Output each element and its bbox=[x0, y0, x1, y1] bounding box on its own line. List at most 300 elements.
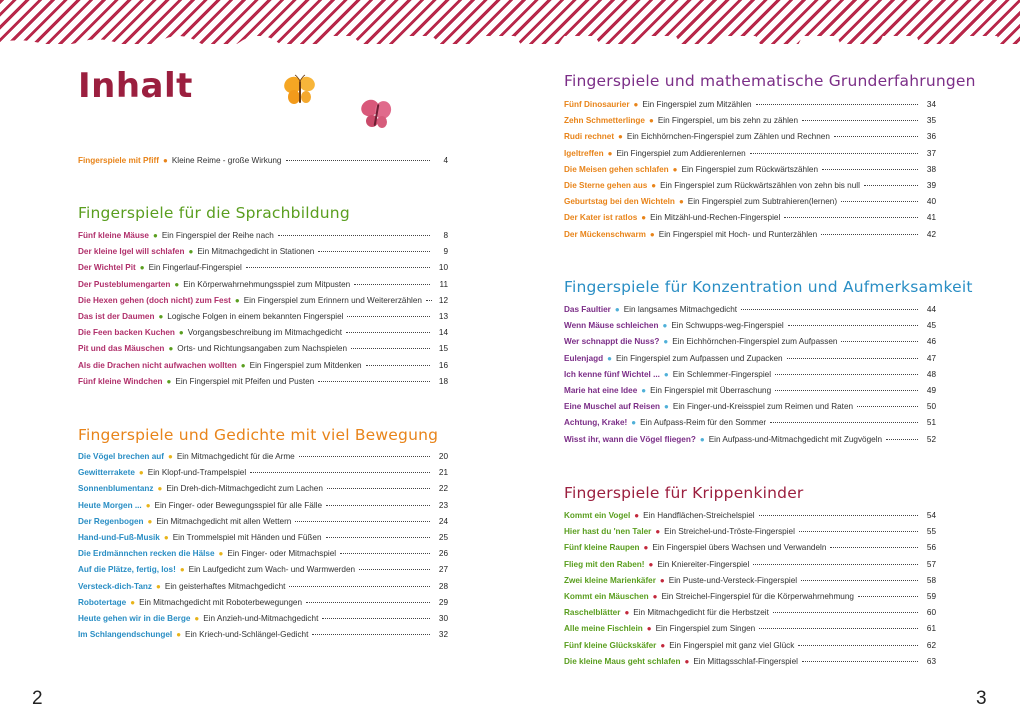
dot-leader bbox=[802, 661, 918, 662]
entry-page: 40 bbox=[926, 197, 936, 207]
entry-page: 59 bbox=[926, 591, 936, 601]
toc-entry[interactable] bbox=[564, 418, 936, 434]
entry-subtitle: Ein Aufpass-und-Mitmachgedicht mit Zugvögeln bbox=[708, 434, 883, 444]
section-list bbox=[564, 305, 936, 451]
dot-leader bbox=[286, 160, 431, 161]
bullet-dot: ● bbox=[624, 608, 630, 618]
bullet-dot: ● bbox=[240, 360, 246, 370]
entry-page: 56 bbox=[926, 543, 936, 553]
bullet-dot: ● bbox=[651, 180, 657, 190]
entry-subtitle: Ein Streichel-und-Tröste-Fingerspiel bbox=[664, 527, 795, 537]
dot-leader bbox=[801, 580, 918, 581]
entry-title: Fünf kleine Raupen bbox=[564, 543, 640, 553]
dot-leader bbox=[250, 472, 430, 473]
toc-entry[interactable] bbox=[564, 435, 936, 451]
dot-leader bbox=[802, 120, 918, 121]
entry-subtitle: Ein Aufpass-Reim für den Sommer bbox=[640, 418, 767, 428]
bullet-dot: ● bbox=[684, 656, 690, 666]
toc-entry[interactable] bbox=[564, 657, 936, 673]
toc-entry[interactable] bbox=[564, 560, 936, 576]
entry-title: Zwei kleine Marienkäfer bbox=[564, 575, 656, 585]
bullet-dot: ● bbox=[646, 624, 652, 634]
toc-entry[interactable] bbox=[78, 361, 448, 377]
entry-page: 46 bbox=[926, 337, 936, 347]
bullet-dot: ● bbox=[234, 295, 240, 305]
entry-subtitle: Ein Fingerspiel zum Erinnern und Weitererzählen bbox=[243, 295, 422, 305]
entry-subtitle: Ein Mittagsschlaf-Fingerspiel bbox=[693, 656, 798, 666]
toc-entry[interactable] bbox=[78, 484, 448, 500]
entry-title: Wer schnappt die Nuss? bbox=[564, 337, 660, 347]
entry-page: 10 bbox=[438, 263, 448, 273]
entry-subtitle: Ein Mitmachgedicht mit allen Wettern bbox=[156, 516, 292, 526]
entry-page: 41 bbox=[926, 213, 936, 223]
bullet-dot: ● bbox=[607, 353, 612, 363]
toc-entry[interactable] bbox=[78, 312, 448, 328]
dot-leader bbox=[354, 284, 430, 285]
bullet-dot: ● bbox=[641, 385, 647, 395]
entry-page: 47 bbox=[926, 353, 936, 363]
entry-subtitle: Ein Streichel-Fingerspiel für die Körperwahrnehmung bbox=[661, 591, 854, 601]
entry-title: Die Meisen gehen schlafen bbox=[564, 164, 669, 174]
entry-title: Igeltreffen bbox=[564, 148, 604, 158]
entry-subtitle: Ein Fingerspiel mit Hoch- und Runterzählen bbox=[658, 229, 818, 239]
dot-leader bbox=[366, 365, 430, 366]
entry-subtitle: Orts- und Richtungsangaben zum Nachspielen bbox=[177, 344, 348, 354]
entry-page: 15 bbox=[438, 344, 448, 354]
entry-title: Sonnenblumentanz bbox=[78, 484, 154, 494]
entry-subtitle: Ein Fingerspiel der Reihe nach bbox=[161, 231, 274, 240]
entry-subtitle: Ein Fingerspiel mit Pfeifen und Pusten bbox=[175, 376, 315, 386]
entry-subtitle: Ein Finger- oder Bewegungsspiel für alle Fälle bbox=[154, 500, 323, 510]
toc-entry[interactable] bbox=[78, 517, 448, 533]
entry-page: 39 bbox=[926, 180, 936, 190]
toc-entry[interactable] bbox=[564, 197, 936, 213]
toc-entry[interactable] bbox=[78, 263, 448, 279]
entry-subtitle: Ein Fingerspiel zum Rückwärtszählen bbox=[681, 164, 819, 174]
entry-title: Das Faultier bbox=[564, 305, 611, 314]
entry-title: Gewitterrakete bbox=[78, 468, 135, 478]
toc-entry[interactable] bbox=[78, 280, 448, 296]
bullet-dot: ● bbox=[168, 344, 174, 354]
toc-entry[interactable] bbox=[564, 624, 936, 640]
dot-leader bbox=[318, 251, 430, 252]
toc-entry[interactable] bbox=[564, 116, 936, 132]
entry-page: 12 bbox=[438, 295, 448, 305]
entry-title: Die Vögel brechen auf bbox=[78, 452, 164, 461]
entry-page: 4 bbox=[443, 156, 448, 165]
dot-leader bbox=[773, 612, 918, 613]
section-heading: Fingerspiele für Krippenkinder bbox=[564, 484, 804, 502]
bullet-dot: ● bbox=[699, 434, 705, 444]
entry-title: Fünf kleine Glückskäfer bbox=[564, 640, 657, 650]
entry-subtitle: Ein Fingerspiel zum Addierenlernen bbox=[616, 148, 746, 158]
bullet-dot: ● bbox=[648, 559, 654, 569]
pink-butterfly-icon bbox=[358, 96, 394, 132]
entry-subtitle: Ein Eichhörnchen-Fingerspiel zum Zählen und Rechnen bbox=[626, 132, 830, 142]
toc-entry[interactable] bbox=[564, 149, 936, 165]
entry-subtitle: Ein Körperwahrnehmungsspiel zum Mitpusten bbox=[183, 279, 351, 289]
entry-subtitle: Ein Kriech-und-Schlängel-Gedicht bbox=[185, 630, 309, 640]
dot-leader bbox=[784, 217, 918, 218]
bullet-dot: ● bbox=[156, 581, 161, 591]
entry-subtitle: Ein Fingerlauf-Fingerspiel bbox=[148, 263, 242, 273]
toc-entry[interactable] bbox=[78, 247, 448, 263]
dot-leader bbox=[278, 235, 430, 236]
entry-page: 14 bbox=[438, 328, 448, 338]
toc-entry[interactable] bbox=[78, 231, 448, 247]
entry-title: Fingerspiele mit Pfiff bbox=[78, 156, 159, 165]
dot-leader bbox=[841, 341, 918, 342]
entry-title: Pit und das Mäuschen bbox=[78, 344, 165, 354]
entry-page: 49 bbox=[926, 385, 936, 395]
toc-entry[interactable] bbox=[564, 321, 936, 337]
page-number-left: 2 bbox=[32, 688, 43, 709]
entry-page: 61 bbox=[926, 624, 936, 634]
entry-page: 62 bbox=[926, 640, 936, 650]
entry-subtitle: Ein Eichhörnchen-Fingerspiel zum Aufpassen bbox=[672, 337, 838, 347]
toc-entry[interactable] bbox=[564, 543, 936, 559]
dot-leader bbox=[759, 628, 918, 629]
dot-leader bbox=[322, 618, 430, 619]
entry-title: Ich kenne fünf Wichtel ... bbox=[564, 369, 660, 379]
dot-leader bbox=[864, 185, 918, 186]
entry-subtitle: Ein Mitmachgedicht in Stationen bbox=[197, 247, 315, 257]
entry-subtitle: Ein Fingerspiel zum Rückwärtszählen von zehn bis null bbox=[660, 180, 860, 190]
entry-subtitle: Ein Anzieh-und-Mitmachgedicht bbox=[203, 613, 319, 623]
entry-title: Wenn Mäuse schleichen bbox=[564, 321, 659, 331]
dot-leader bbox=[821, 234, 918, 235]
bullet-dot: ● bbox=[649, 229, 655, 239]
bullet-dot: ● bbox=[178, 328, 184, 338]
dot-leader bbox=[741, 309, 918, 310]
entry-subtitle: Ein Puste-und-Versteck-Fingerspiel bbox=[668, 575, 798, 585]
dot-leader bbox=[246, 267, 430, 268]
section-heading: Fingerspiele und Gedichte mit viel Bewegung bbox=[78, 426, 439, 444]
entry-title: Geburtstag bei den Wichteln bbox=[564, 197, 675, 207]
entry-subtitle: Ein Mitmachgedicht für die Arme bbox=[176, 452, 295, 461]
bullet-dot: ● bbox=[147, 516, 153, 526]
toc-entry[interactable] bbox=[78, 377, 448, 393]
entry-title: Die Erdmännchen recken die Hälse bbox=[78, 549, 215, 559]
entry-page: 44 bbox=[926, 305, 936, 314]
toc-entry[interactable] bbox=[564, 132, 936, 148]
entry-page: 13 bbox=[438, 311, 448, 321]
dot-leader bbox=[753, 564, 918, 565]
entry-page: 20 bbox=[438, 452, 448, 461]
entry-subtitle: Ein Fingerspiel zum Mitzählen bbox=[642, 100, 752, 109]
entry-subtitle: Ein Fingerspiel zum Aufpassen und Zupacken bbox=[615, 353, 783, 363]
entry-page: 55 bbox=[926, 527, 936, 537]
dot-leader bbox=[351, 348, 430, 349]
bullet-dot: ● bbox=[663, 337, 669, 347]
entry-page: 29 bbox=[438, 597, 448, 607]
entry-subtitle: Logische Folgen in einem bekannten Fingerspiel bbox=[167, 311, 344, 321]
entry-page: 9 bbox=[443, 247, 448, 257]
bullet-dot: ● bbox=[166, 376, 172, 386]
entry-page: 18 bbox=[438, 376, 448, 386]
toc-entry[interactable] bbox=[564, 181, 936, 197]
dot-leader bbox=[326, 505, 430, 506]
entry-page: 35 bbox=[926, 116, 936, 126]
entry-page: 42 bbox=[926, 229, 936, 239]
section-heading: Fingerspiele für die Sprachbildung bbox=[78, 204, 350, 222]
entry-subtitle: Ein Finger-und-Kreisspiel zum Reimen und Raten bbox=[672, 402, 854, 412]
right-page bbox=[510, 0, 1020, 722]
dot-leader bbox=[306, 602, 430, 603]
bullet-dot: ● bbox=[634, 511, 640, 520]
toc-entry[interactable] bbox=[78, 296, 448, 312]
entry-page: 52 bbox=[926, 434, 936, 444]
bullet-dot: ● bbox=[130, 597, 136, 607]
entry-subtitle: Ein geisterhaftes Mitmachgedicht bbox=[164, 581, 286, 591]
entry-title: Das ist der Daumen bbox=[78, 311, 155, 321]
toc-entry[interactable] bbox=[78, 582, 448, 598]
bullet-dot: ● bbox=[174, 279, 180, 289]
entry-page: 28 bbox=[438, 581, 448, 591]
entry-subtitle: Ein Mitzähl-und-Rechen-Fingerspiel bbox=[650, 213, 781, 223]
dot-leader bbox=[312, 634, 430, 635]
entry-title: Heute Morgen ... bbox=[78, 500, 142, 510]
orange-butterfly-icon bbox=[282, 74, 318, 108]
dot-leader bbox=[798, 645, 918, 646]
bullet-dot: ● bbox=[659, 575, 665, 585]
dot-leader bbox=[834, 136, 918, 137]
entry-subtitle: Ein Laufgedicht zum Wach- und Warmwerden bbox=[188, 565, 356, 575]
dot-leader bbox=[347, 316, 430, 317]
entry-subtitle: Ein Fingerspiel mit Überraschung bbox=[650, 385, 772, 395]
dot-leader bbox=[756, 104, 918, 105]
dot-leader bbox=[759, 515, 918, 516]
dot-leader bbox=[340, 553, 430, 554]
entry-subtitle: Ein Fingerspiel übers Wachsen und Verwandeln bbox=[652, 543, 827, 553]
dot-leader bbox=[750, 153, 918, 154]
bullet-dot: ● bbox=[662, 321, 668, 331]
bullet-dot: ● bbox=[145, 500, 151, 510]
dot-leader bbox=[770, 422, 918, 423]
entry-title: Flieg mit den Raben! bbox=[564, 559, 645, 569]
dot-leader bbox=[787, 358, 918, 359]
bullet-dot: ● bbox=[152, 231, 158, 240]
bullet-dot: ● bbox=[218, 549, 224, 559]
entry-subtitle: Ein Fingerspiel mit ganz viel Glück bbox=[669, 640, 795, 650]
bullet-dot: ● bbox=[138, 468, 144, 478]
entry-title: Rudi rechnet bbox=[564, 132, 615, 142]
entry-page: 27 bbox=[438, 565, 448, 575]
entry-page: 48 bbox=[926, 369, 936, 379]
bullet-dot: ● bbox=[652, 591, 658, 601]
bullet-dot: ● bbox=[678, 197, 684, 207]
dot-leader bbox=[858, 596, 918, 597]
toc-entry[interactable] bbox=[78, 468, 448, 484]
entry-title: Kommt ein Mäuschen bbox=[564, 591, 649, 601]
entry-title: Der Pusteblumengarten bbox=[78, 279, 171, 289]
entry-title: Eine Muschel auf Reisen bbox=[564, 402, 661, 412]
entry-subtitle: Ein Finger- oder Mitmachspiel bbox=[227, 549, 337, 559]
dot-leader bbox=[775, 374, 918, 375]
bullet-dot: ● bbox=[641, 213, 647, 223]
dot-leader bbox=[886, 439, 918, 440]
entry-title: Kommt ein Vogel bbox=[564, 511, 631, 520]
entry-page: 36 bbox=[926, 132, 936, 142]
section-list bbox=[564, 100, 936, 246]
entry-title: Die kleine Maus geht schlafen bbox=[564, 656, 681, 666]
entry-page: 45 bbox=[926, 321, 936, 331]
dot-leader bbox=[830, 547, 918, 548]
entry-title: Fünf kleine Windchen bbox=[78, 376, 163, 386]
entry-page: 38 bbox=[926, 164, 936, 174]
entry-title: Fünf kleine Mäuse bbox=[78, 231, 149, 240]
bullet-dot: ● bbox=[168, 452, 173, 461]
bullet-dot: ● bbox=[660, 640, 666, 650]
toc-entry[interactable] bbox=[564, 100, 936, 116]
dot-leader bbox=[359, 569, 430, 570]
bullet-dot: ● bbox=[607, 148, 613, 158]
dot-leader bbox=[318, 381, 430, 382]
entry-page: 50 bbox=[926, 402, 936, 412]
toc-entry[interactable] bbox=[564, 305, 936, 321]
entry-title: Robotertage bbox=[78, 597, 127, 607]
bullet-dot: ● bbox=[664, 402, 669, 412]
bullet-dot: ● bbox=[631, 418, 637, 428]
entry-subtitle: Ein Dreh-dich-Mitmachgedicht zum Lachen bbox=[166, 484, 323, 494]
section-heading: Fingerspiele für Konzentration und Aufmerksamkeit bbox=[564, 278, 973, 296]
entry-subtitle: Ein Trommelspiel mit Händen und Füßen bbox=[172, 532, 322, 542]
bullet-dot: ● bbox=[614, 305, 620, 314]
dot-leader bbox=[841, 201, 918, 202]
toc-entry[interactable] bbox=[564, 354, 936, 370]
bullet-dot: ● bbox=[633, 100, 639, 109]
entry-page: 21 bbox=[438, 468, 448, 478]
entry-page: 25 bbox=[438, 532, 448, 542]
dot-leader bbox=[426, 300, 432, 301]
entry-page: 32 bbox=[438, 630, 448, 640]
toc-entry[interactable] bbox=[564, 527, 936, 543]
toc-entry[interactable] bbox=[564, 386, 936, 402]
dot-leader bbox=[299, 456, 430, 457]
entry-subtitle: Ein langsames Mitmachgedicht bbox=[623, 305, 738, 314]
entry-title: Raschelblätter bbox=[564, 608, 621, 618]
entry-title: Marie hat eine Idee bbox=[564, 385, 638, 395]
entry-page: 54 bbox=[926, 511, 936, 520]
entry-title: Der Wichtel Pit bbox=[78, 263, 136, 273]
bullet-dot: ● bbox=[162, 156, 168, 165]
toc-entry[interactable] bbox=[78, 598, 448, 614]
entry-subtitle: Ein Fingerspiel, um bis zehn zu zählen bbox=[657, 116, 798, 126]
toc-entry[interactable] bbox=[564, 608, 936, 624]
toc-entry[interactable] bbox=[564, 592, 936, 608]
bullet-dot: ● bbox=[618, 132, 623, 142]
dot-leader bbox=[857, 406, 918, 407]
dot-leader bbox=[289, 586, 430, 587]
page-title: Inhalt bbox=[78, 66, 193, 106]
toc-entry[interactable] bbox=[78, 533, 448, 549]
toc-entry[interactable] bbox=[78, 344, 448, 360]
bullet-dot: ● bbox=[139, 263, 145, 273]
page-number-right: 3 bbox=[976, 688, 987, 709]
entry-subtitle: Ein Fingerspiel zum Mitdenken bbox=[249, 360, 362, 370]
entry-page: 16 bbox=[438, 360, 448, 370]
entry-page: 22 bbox=[438, 484, 448, 494]
entry-page: 30 bbox=[438, 613, 448, 623]
entry-title: Der Mückenschwarm bbox=[564, 229, 646, 239]
toc-entry[interactable] bbox=[564, 370, 936, 386]
entry-subtitle: Ein Mitmachgedicht für die Herbstzeit bbox=[633, 608, 769, 618]
bullet-dot: ● bbox=[163, 532, 169, 542]
entry-title: Hier hast du 'nen Taler bbox=[564, 527, 652, 537]
entry-subtitle: Ein Fingerspiel zum Singen bbox=[655, 624, 756, 634]
entry-subtitle: Ein Schlemmer-Fingerspiel bbox=[672, 369, 772, 379]
entry-title: Hand-und-Fuß-Musik bbox=[78, 532, 160, 542]
toc-entry[interactable] bbox=[564, 165, 936, 181]
dot-leader bbox=[822, 169, 918, 170]
entry-title: Die Feen backen Kuchen bbox=[78, 328, 175, 338]
bullet-dot: ● bbox=[663, 369, 669, 379]
dot-leader bbox=[775, 390, 918, 391]
toc-entry[interactable] bbox=[78, 452, 448, 468]
bullet-dot: ● bbox=[157, 484, 163, 494]
bullet-dot: ● bbox=[672, 164, 678, 174]
entry-title: Versteck-dich-Tanz bbox=[78, 581, 153, 591]
toc-entry[interactable] bbox=[78, 156, 448, 172]
dot-leader bbox=[799, 531, 918, 532]
entry-title: Achtung, Krake! bbox=[564, 418, 628, 428]
toc-entry[interactable] bbox=[564, 511, 936, 527]
entry-subtitle: Kleine Reime - große Wirkung bbox=[171, 156, 282, 165]
entry-title: Zehn Schmetterlinge bbox=[564, 116, 645, 126]
entry-title: Die Sterne gehen aus bbox=[564, 180, 648, 190]
entry-title: Fünf Dinosaurier bbox=[564, 100, 630, 109]
toc-entry[interactable] bbox=[78, 328, 448, 344]
bullet-dot: ● bbox=[194, 613, 200, 623]
toc-entry[interactable] bbox=[564, 641, 936, 657]
intro-list bbox=[78, 156, 448, 172]
entry-title: Alle meine Fischlein bbox=[564, 624, 643, 634]
entry-title: Die Hexen gehen (doch nicht) zum Fest bbox=[78, 295, 231, 305]
entry-subtitle: Ein Klopf-und-Trampelspiel bbox=[147, 468, 247, 478]
entry-subtitle: Ein Mitmachgedicht mit Roboterbewegungen bbox=[139, 597, 302, 607]
entry-title: Auf die Plätze, fertig, los! bbox=[78, 565, 176, 575]
toc-entry[interactable] bbox=[564, 402, 936, 418]
toc-entry[interactable] bbox=[78, 501, 448, 517]
toc-entry[interactable] bbox=[564, 213, 936, 229]
entry-subtitle: Ein Kniereiter-Fingerspiel bbox=[657, 559, 750, 569]
toc-entry[interactable] bbox=[564, 576, 936, 592]
entry-title: Der Kater ist ratlos bbox=[564, 213, 638, 223]
section-list bbox=[564, 511, 936, 673]
entry-page: 51 bbox=[926, 418, 936, 428]
toc-entry[interactable] bbox=[78, 630, 448, 646]
entry-page: 8 bbox=[443, 231, 448, 240]
toc-entry[interactable] bbox=[78, 549, 448, 565]
bullet-dot: ● bbox=[648, 116, 654, 126]
entry-page: 24 bbox=[438, 516, 448, 526]
bullet-dot: ● bbox=[643, 543, 649, 553]
toc-entry[interactable] bbox=[78, 614, 448, 630]
dot-leader bbox=[788, 325, 918, 326]
toc-entry[interactable] bbox=[564, 337, 936, 353]
bullet-dot: ● bbox=[655, 527, 661, 537]
entry-page: 26 bbox=[438, 549, 448, 559]
section-list bbox=[78, 452, 448, 646]
entry-subtitle: Ein Schwupps-weg-Fingerspiel bbox=[671, 321, 784, 331]
section-list bbox=[78, 231, 448, 393]
entry-subtitle: Vorgangsbeschreibung im Mitmachgedicht bbox=[187, 328, 343, 338]
toc-entry[interactable] bbox=[78, 565, 448, 581]
entry-title: Wisst ihr, wann die Vögel fliegen? bbox=[564, 434, 696, 444]
toc-entry[interactable] bbox=[564, 230, 936, 246]
entry-page: 60 bbox=[926, 608, 936, 618]
entry-title: Im Schlangendschungel bbox=[78, 630, 173, 640]
